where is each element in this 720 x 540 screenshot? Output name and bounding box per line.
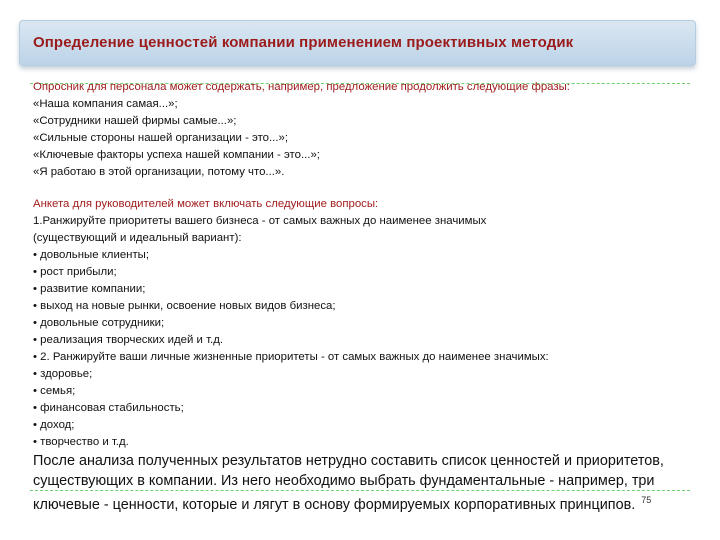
slide-body (33, 79, 703, 516)
phrase-item: «Сотрудники нашей фирмы самые...»; (33, 115, 237, 127)
priority-item: • довольные сотрудники; (33, 317, 165, 329)
phrase-item: «Наша компания самая...»; (33, 98, 178, 110)
personal-priority-item: • творчество и т.д. (33, 436, 129, 448)
priority-item: • развитие компании; (33, 283, 146, 295)
priority-item: • рост прибыли; (33, 266, 117, 278)
priority-item: • довольные клиенты; (33, 249, 150, 261)
staff-questionnaire-intro: Опросник для персонала может содержать, например, предложение продолжить следующие фразы: (33, 81, 570, 93)
phrase-item: «Я работаю в этой организации, потому что...». (33, 166, 285, 178)
priority-item: • реализация творческих идей и т.д. (33, 334, 224, 346)
slide-number: 75 (641, 495, 652, 505)
phrase-item: «Ключевые факторы успеха нашей компании - это...»; (33, 149, 320, 161)
conclusion-paragraph (33, 452, 673, 516)
personal-priority-item: • семья; (33, 385, 76, 397)
priority-item: • выход на новые рынки, освоение новых видов бизнеса; (33, 300, 336, 312)
question-1-text-cont: (существующий и идеальный вариант): (33, 232, 242, 244)
phrase-item: «Сильные стороны нашей организации - это...»; (33, 132, 289, 144)
personal-priority-item: • доход; (33, 419, 75, 431)
personal-priority-item: • финансовая стабильность; (33, 402, 184, 414)
managers-questionnaire-intro: Анкета для руководителей может включать следующие вопросы: (33, 198, 379, 210)
personal-priority-item: • здоровье; (33, 368, 93, 380)
question-1-text: 1.Ранжируйте приоритеты вашего бизнеса - от самых важных до наименее значимых (33, 215, 487, 227)
conclusion-text: После анализа полученных результатов нетрудно составить список ценностей и приоритетов, существующих в компании. Из него необходимо выбрать фундаментальные - например, три ключевые - ценности, которые и лягут в основу формируемых корпоративных принципов. (33, 453, 664, 513)
slide-title: Определение ценностей компании применением проективных методик (33, 34, 574, 51)
title-bar (19, 20, 696, 66)
question-2-text: • 2. Ранжируйте ваши личные жизненные приоритеты - от самых важных до наименее значимых: (33, 351, 549, 363)
